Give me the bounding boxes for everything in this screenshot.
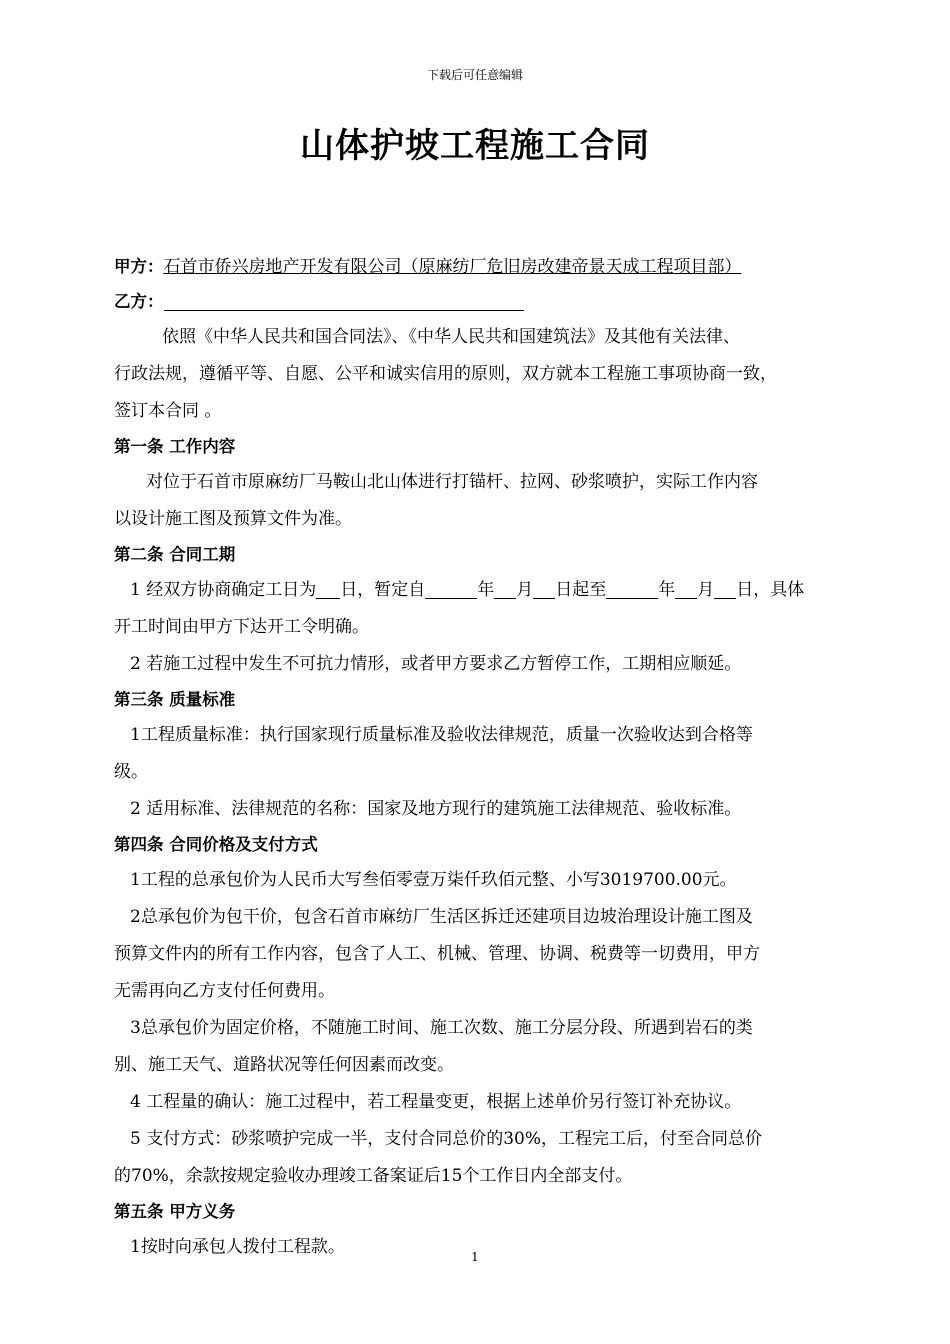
article-4-line: 2总承包价为包干价，包含石首市麻纺厂生活区拆迁还建项目边坡治理设计施工图及 <box>130 907 753 927</box>
article-4-line: 无需再向乙方支付任何费用。 <box>114 981 335 1001</box>
article-3-line: 1工程质量标准：执行国家现行质量标准及验收法律规范，质量一次验收达到合格等 <box>130 725 753 745</box>
article-1-line: 对位于石首市原麻纺厂马鞍山北山体进行打锚杆、拉网、砂浆喷护，实际工作内容 <box>146 472 758 492</box>
article-2-clause-1: 1 经双方协商确定工日为 日，暂定自 年 月 日起至 年 月 日，具体 <box>130 580 805 600</box>
party-b-label: 乙方： <box>114 292 164 311</box>
article-4-line: 别、施工天气、道路状况等任何因素而改变。 <box>114 1055 454 1075</box>
article-4-line: 的70%，余款按规定验收办理竣工备案证后15个工作日内全部支付。 <box>114 1166 633 1186</box>
article-2-heading: 第二条 合同工期 <box>114 545 236 564</box>
page-header: 下载后可任意编辑 <box>426 68 523 82</box>
article-4-line: 4 工程量的确认：施工过程中，若工程量变更，根据上述单价另行签订补充协议。 <box>130 1092 742 1112</box>
party-b-blank <box>164 294 524 311</box>
article-5-line: 1按时向承包人拨付工程款。 <box>130 1237 345 1257</box>
party-a-label: 甲方： <box>114 257 164 276</box>
article-4-line: 5 支付方式：砂浆喷护完成一半，支付合同总价的30%，工程完工后，付至合同总价 <box>130 1129 763 1149</box>
document-title: 山体护坡工程施工合同 <box>300 126 650 166</box>
article-1-heading: 第一条 工作内容 <box>114 437 236 456</box>
article-5-heading: 第五条 甲方义务 <box>114 1202 236 1221</box>
contract-body <box>114 248 852 1266</box>
preamble-line: 依照《中华人民共和国合同法》、《中华人民共和国建筑法》及其他有关法律、 <box>162 327 740 347</box>
preamble-line: 行政法规，遵循平等、自愿、公平和诚实信用的原则，双方就本工程施工事项协商一致， <box>114 364 777 384</box>
article-2-line: 开工时间由甲方下达开工令明确。 <box>114 617 369 637</box>
article-3-line: 级。 <box>114 762 148 782</box>
article-4-line: 3总承包价为固定价格，不随施工时间、施工次数、施工分层分段、所遇到岩石的类 <box>130 1018 753 1038</box>
article-4-heading: 第四条 合同价格及支付方式 <box>114 835 318 854</box>
party-a-line <box>114 248 852 285</box>
article-2-clause-2: 2 若施工过程中发生不可抗力情形，或者甲方要求乙方暂停工作，工期相应顺延。 <box>130 654 742 674</box>
article-1-line: 以设计施工图及预算文件为准。 <box>114 509 352 529</box>
party-a-value: 石首市侨兴房地产开发有限公司（原麻纺厂危旧房改建帝景天成工程项目部） <box>163 257 742 277</box>
article-4-line: 预算文件内的所有工作内容，包含了人工、机械、管理、协调、税费等一切费用，甲方 <box>114 944 760 964</box>
page-number: 1 <box>471 1250 479 1264</box>
article-3-heading: 第三条 质量标准 <box>114 690 236 709</box>
preamble-line: 签订本合同 。 <box>114 401 222 421</box>
article-4-line: 1工程的总承包价为人民币大写叁佰零壹万柒仟玖佰元整、小写3019700.00元。 <box>130 870 737 890</box>
article-3-line: 2 适用标准、法律规范的名称：国家及地方现行的建筑施工法律规范、验收标准。 <box>130 799 742 819</box>
party-b-line <box>114 285 852 319</box>
